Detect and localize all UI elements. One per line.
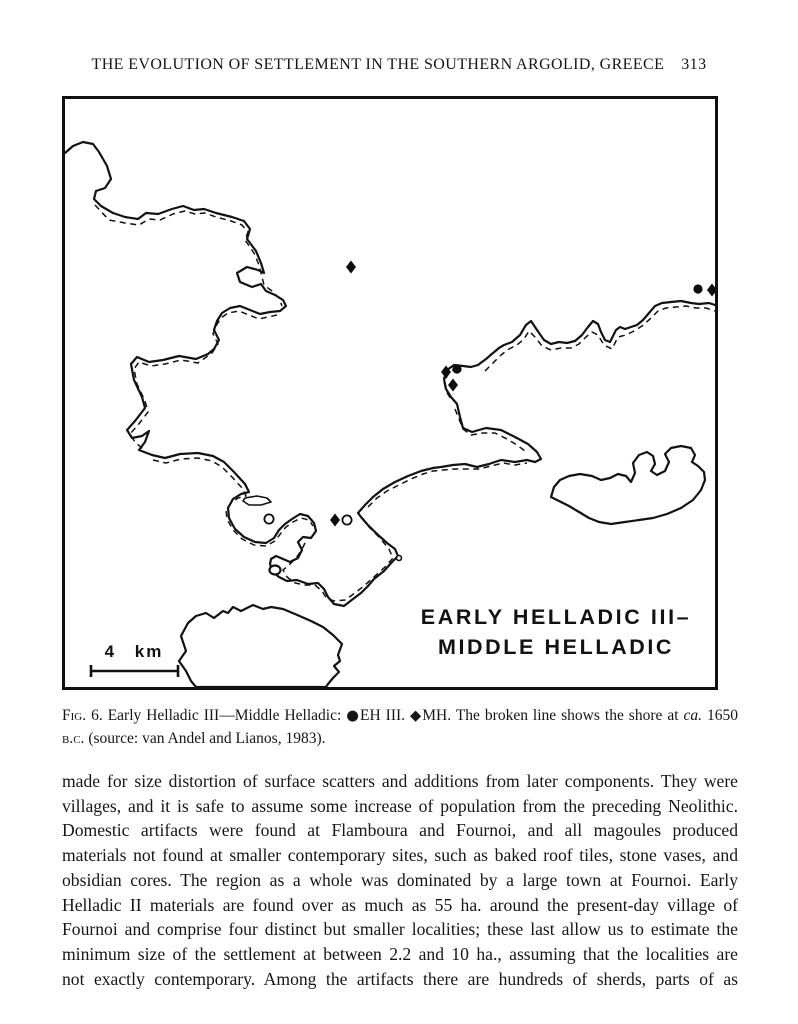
caption-ca: ca. [683, 707, 703, 724]
ancient-shoreline-west [130, 311, 277, 449]
ancient-shoreline-lobe [283, 519, 393, 601]
running-head [0, 56, 798, 74]
map-canvas [65, 99, 715, 687]
mh-diamond-marker [330, 514, 340, 527]
body-line: villages, and it is safe to assume some increase of population from the preceding Neolithic. [62, 795, 738, 816]
body-line: obsidian cores. The region as a whole was dominated by a large town at Fournoi. Early [62, 869, 738, 890]
figure-caption [62, 705, 738, 749]
caption-source: (source: van Andel and Lianos, 1983). [84, 729, 326, 747]
island-southeast [551, 446, 705, 524]
eh3-circle-marker [452, 364, 461, 373]
caption-mh-label: MH. [422, 707, 456, 724]
page-number: 313 [681, 56, 707, 73]
mh-diamond-marker [707, 284, 715, 297]
ancient-shoreline-headland [455, 409, 525, 451]
mh-diamond-marker [448, 379, 458, 392]
caption-line-2 [62, 728, 738, 750]
peninsula-inlet [243, 496, 271, 505]
body-line: Domestic artifacts were found at Flamboura and Fournoi, and all magoules produced [62, 820, 738, 841]
map-period-label [421, 602, 691, 662]
islet-small [270, 566, 281, 575]
map-period-label-line1: EARLY HELLADIC III– [420, 605, 692, 629]
ancient-shoreline-nw [95, 205, 282, 306]
island-south [179, 605, 342, 687]
map-period-label-line2: MIDDLE HELLADIC [437, 635, 675, 659]
eh3-legend-icon: ● [346, 708, 361, 724]
caption-fig-label: Fig. 6. [62, 707, 108, 724]
mainland-coastline [65, 142, 715, 606]
open-circle-marker [264, 514, 273, 523]
islet-dot [397, 556, 402, 561]
caption-year: 1650 [702, 707, 739, 724]
scale-bar [91, 665, 178, 677]
scale-bar-label: 4 km [104, 642, 164, 661]
mh-diamond-marker [346, 261, 356, 274]
body-line: Fournoi and comprise four distinct but smaller localities; these last allow us to estimate the [62, 919, 738, 940]
figure-map [62, 96, 718, 690]
eh3-circle-marker [693, 284, 702, 293]
ancient-shoreline-ne [485, 306, 715, 371]
body-line: minimum size of the settlement at between 2.2 and 10 ha., assuming that the localities are [62, 943, 738, 964]
open-circle-marker [342, 515, 351, 524]
body-line: materials not found at smaller contemporary sites, such as baked roof tiles, stone vases, and [62, 845, 738, 866]
body-line: made for size distortion of surface scatters and additions from later components. They were [62, 771, 738, 791]
body-line: not exactly contemporary. Among the artifacts there are hundreds of sherds, parts of as [62, 968, 738, 989]
caption-bc: b.c. [62, 729, 85, 747]
caption-line-1 [62, 705, 738, 728]
caption-eh-label: EH III. [360, 707, 410, 724]
body-paragraph [62, 769, 738, 991]
running-head-title: THE EVOLUTION OF SETTLEMENT IN THE SOUTHERN ARGOLID, GREECE [91, 56, 665, 73]
caption-intro: Early Helladic III—Middle Helladic: [107, 707, 347, 724]
mh-legend-icon: ◆ [410, 708, 423, 724]
body-line: Helladic II materials are found over as much as 55 ha. around the present-day village of [62, 894, 738, 915]
caption-broken-line-text: The broken line shows the shore at [455, 707, 684, 724]
